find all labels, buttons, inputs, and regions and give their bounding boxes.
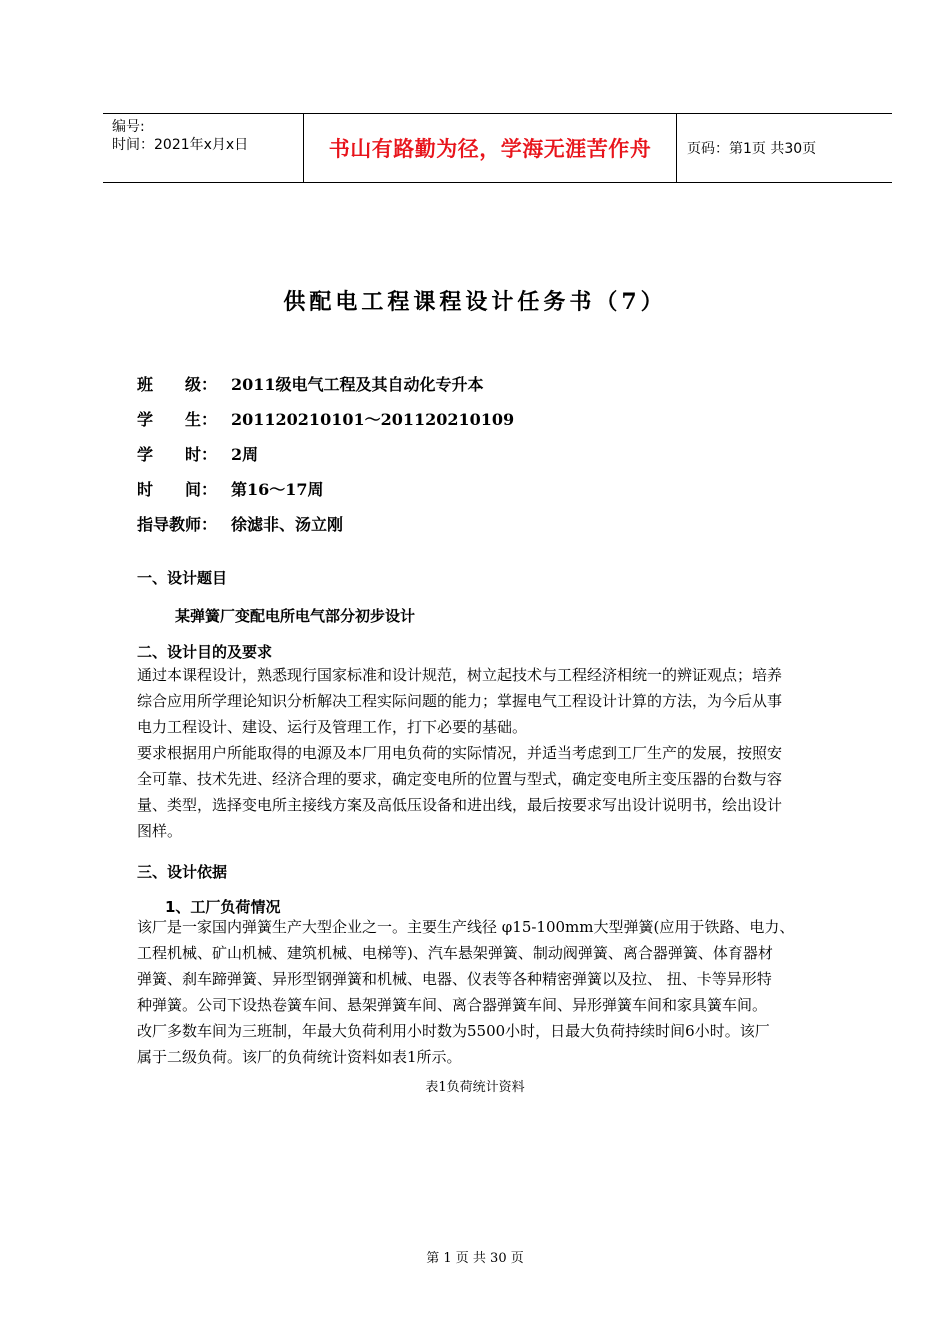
section-3-body: [137, 914, 862, 1070]
section-3-subheading: 1、工厂负荷情况: [165, 898, 281, 916]
info-instructors: [137, 513, 343, 537]
motto: 书山有路勤为径，学海无涯苦作舟: [328, 137, 652, 161]
paragraph-line: 综合应用所学理论知识分析解决工程实际问题的能力；掌握电气工程设计计算的方法，为今后从事: [137, 692, 783, 710]
paragraph-line: 改厂多数车间为三班制，年最大负荷利用小时数为5500小时，日最大负荷持续时间6小时。该厂: [137, 1022, 770, 1040]
paragraph-line: 通过本课程设计，熟悉现行国家标准和设计规范，树立起技术与工程经济相统一的辨证观点；培养: [137, 666, 783, 684]
info-label: 学 时：: [137, 445, 218, 464]
paragraph-line: 种弹簧。公司下设热卷簧车间、悬架弹簧车间、离合器弹簧车间、异形弹簧车间和家具簧车间。: [137, 996, 768, 1014]
section-1-heading: 一、设计题目: [137, 569, 228, 587]
paragraph-line: 该厂是一家国内弹簧生产大型企业之一。主要生产线径 φ15-100mm大型弹簧(应用于铁路、电力、: [137, 918, 795, 936]
info-students: [137, 408, 514, 432]
page-code: 页码：第1页 共30页: [687, 141, 817, 157]
info-time: [137, 478, 324, 502]
paragraph-line: 属于二级负荷。该厂的负荷统计资料如表1所示。: [137, 1048, 462, 1066]
info-class: [137, 373, 484, 397]
section-2-heading: 二、设计目的及要求: [137, 643, 273, 661]
info-label: 时 间：: [137, 480, 218, 499]
design-topic: 某弹簧厂变配电所电气部分初步设计: [175, 607, 416, 625]
info-label: 学 生：: [137, 410, 218, 429]
time-label: 时间：2021年x月x日: [112, 137, 249, 153]
info-value: 201120210101～201120210109: [231, 410, 515, 429]
info-value: 徐滤非、汤立刚: [231, 515, 344, 534]
section-2-body: [137, 662, 862, 844]
info-label: 班 级：: [137, 375, 218, 394]
table-caption: 表1负荷统计资料: [425, 1080, 525, 1095]
info-label: 指导教师：: [137, 515, 218, 534]
paragraph-line: 量、类型，选择变电所主接线方案及高低压设备和进出线，最后按要求写出设计说明书，绘出设计: [137, 796, 783, 814]
info-hours: [137, 443, 258, 467]
paragraph-line: 工程机械、矿山机械、建筑机械、电梯等)、汽车悬架弹簧、制动阀弹簧、离合器弹簧、体育器材: [137, 944, 773, 962]
document-title: 供配电工程课程设计任务书（7）: [283, 289, 667, 315]
info-value: 2周: [231, 445, 259, 464]
document-header: [103, 113, 892, 183]
paragraph-line: 弹簧、刹车蹄弹簧、异形型钢弹簧和机械、电器、仪表等各种精密弹簧以及拉、 扭、卡等异形特: [137, 970, 772, 988]
serial-label: 编号:: [112, 119, 145, 135]
info-value: 第16～17周: [231, 480, 324, 499]
paragraph-line: 要求根据用户所能取得的电源及本厂用电负荷的实际情况，并适当考虑到工厂生产的发展，按照安: [137, 744, 783, 762]
info-value: 2011级电气工程及其自动化专升本: [231, 375, 484, 394]
section-3-heading: 三、设计依据: [137, 863, 228, 881]
header-page-cell: [677, 114, 892, 182]
page-footer: 第 1 页 共 30 页: [426, 1251, 524, 1266]
paragraph-line: 图样。: [137, 822, 183, 840]
header-motto-cell: [304, 114, 677, 182]
paragraph-line: 全可靠、技术先进、经济合理的要求，确定变电所的位置与型式，确定变电所主变压器的台数与容: [137, 770, 783, 788]
header-meta-cell: [103, 114, 304, 182]
paragraph-line: 电力工程设计、建设、运行及管理工作，打下必要的基础。: [137, 718, 528, 736]
